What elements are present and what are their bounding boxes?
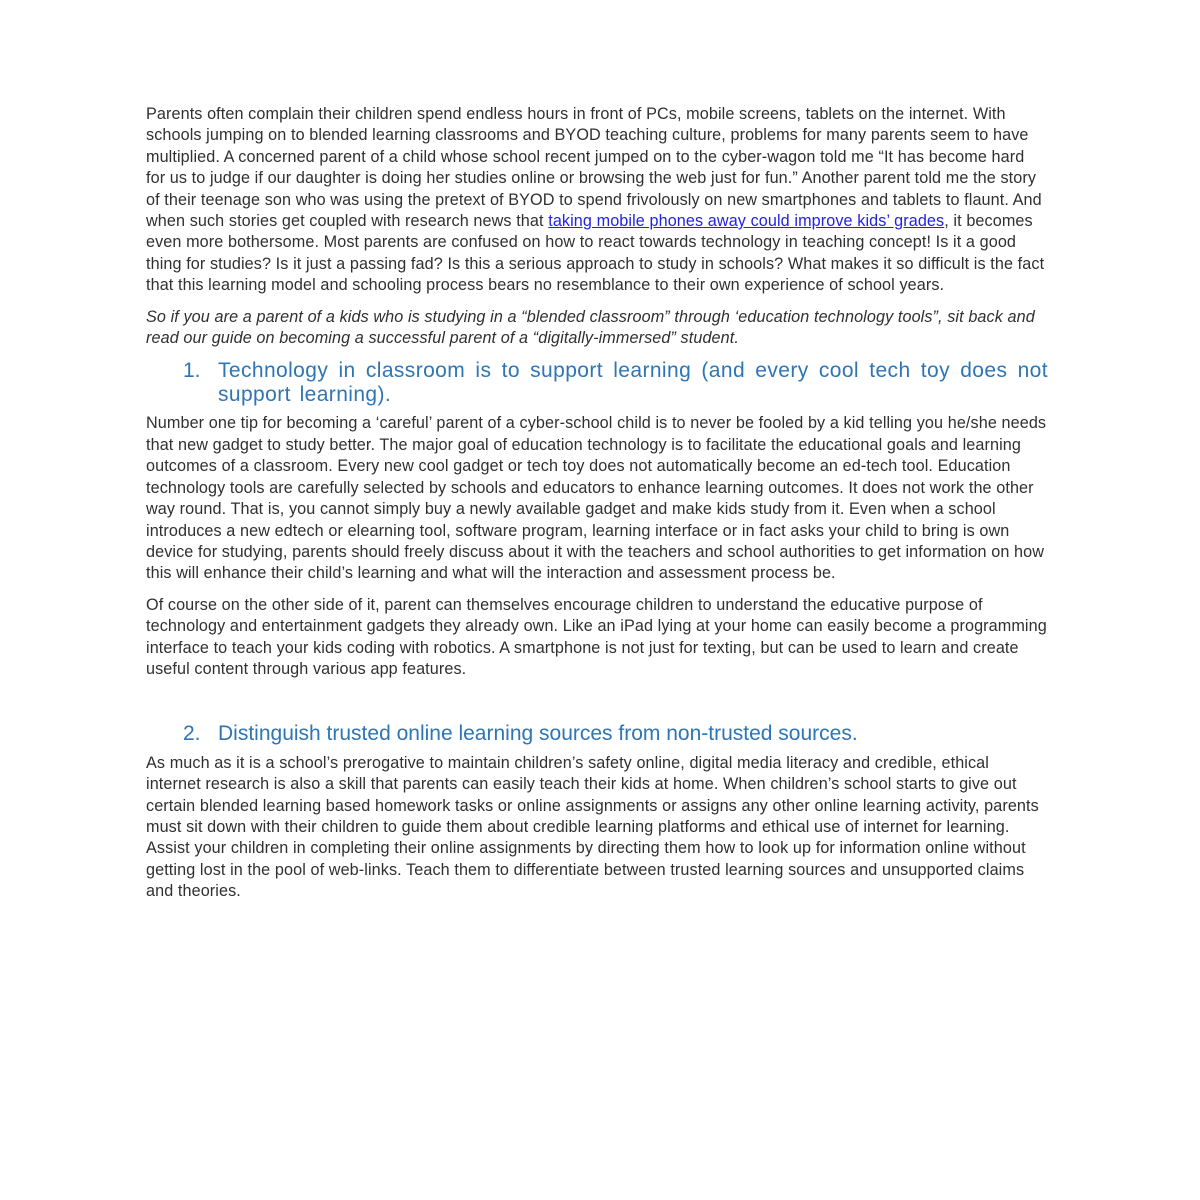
- paragraph-intro: [146, 104, 1048, 297]
- intro-text-after-link: , it becomes even more bothersome. Most parents are confused on how to react towards technology in teaching concept! Is it a good thing for studies? Is it just a passing fad? Is this a serious approach to study in schools? What makes it so difficult is the fact that this learning model and schooling process bears no resemblance to their own experience of school years.: [146, 212, 1045, 295]
- section-2-heading-title: Distinguish trusted online learning sources from non-trusted sources.: [218, 722, 858, 746]
- section-1: [146, 359, 1048, 680]
- section-1-paragraph-1: Number one tip for becoming a ‘careful’ parent of a cyber-school child is to never be fooled by a kid telling you he/she needs that new gadget to study better. The major goal of education technology is to facilitate the educational goals and learning outcomes of a classroom. Every new cool gadget or tech toy does not automatically become an ed-tech tool. Education technology tools are carefully selected by schools and educators to enhance learning outcomes. It does not work the other way round. That is, you cannot simply buy a newly available gadget and make kids study from it. Even when a school introduces a new edtech or elearning tool, software program, learning interface or in fact asks your child to bring is own device for studying, parents should freely discuss about it with the teachers and school authorities to get information on how this will enhance their child’s learning and what will the interaction and assessment process be.: [146, 414, 1047, 583]
- section-1-heading: [146, 359, 1048, 406]
- section-2-heading-number: 2.: [183, 722, 201, 746]
- intro-text-before-link: Parents often complain their children spend endless hours in front of PCs, mobile screens, tablets on the internet. With schools jumping on to blended learning classrooms and BYOD teaching culture, problems for many parents seem to have multiplied. A concerned parent of a child whose school recent jumped on to the cyber-wagon told me “It has become hard for us to judge if our daughter is doing her studies online or browsing the web just for fun.” Another parent told me the story of their teenage son who was using the pretext of BYOD to spend frivolously on new smartphones and tablets to flaunt. And when such stories get coupled with research news that: [146, 105, 1042, 231]
- hyperlink-taking-mobile-phones-away[interactable]: taking mobile phones away could improve kids’ grades: [548, 212, 945, 231]
- section-2: [146, 722, 1048, 902]
- section-1-heading-number: 1.: [183, 359, 201, 383]
- document-page: [146, 104, 1048, 913]
- section-1-paragraph-2: Of course on the other side of it, parent can themselves encourage children to understand the educative purpose of technology and entertainment gadgets they already own. Like an iPad lying at your home can easily become a programming interface to teach your kids coding with robotics. A smartphone is not just for texting, but can be used to learn and create useful content through various app features.: [146, 595, 1047, 678]
- section-2-heading: [146, 722, 1048, 746]
- section-2-paragraph-1: As much as it is a school’s prerogative to maintain children’s safety online, digital media literacy and credible, ethical internet research is also a skill that parents can easily teach their kids at home. When children’s school starts to give out certain blended learning based homework tasks or online assignments or assigns any other online learning activity, parents must sit down with their children to guide them about credible learning platforms and ethical use of internet for learning. Assist your children in completing their online assignments by directing them how to look up for information online without getting lost in the pool of web-links. Teach them to differentiate between trusted learning sources and unsupported claims and theories.: [146, 753, 1039, 901]
- section-1-heading-title: Technology in classroom is to support learning (and every cool tech toy does not support learning).: [218, 359, 1048, 406]
- paragraph-italic-note: So if you are a parent of a kids who is studying in a “blended classroom” through ‘education technology tools”, sit back and read our guide on becoming a successful parent of a “digitally-immersed” student.: [146, 307, 1035, 348]
